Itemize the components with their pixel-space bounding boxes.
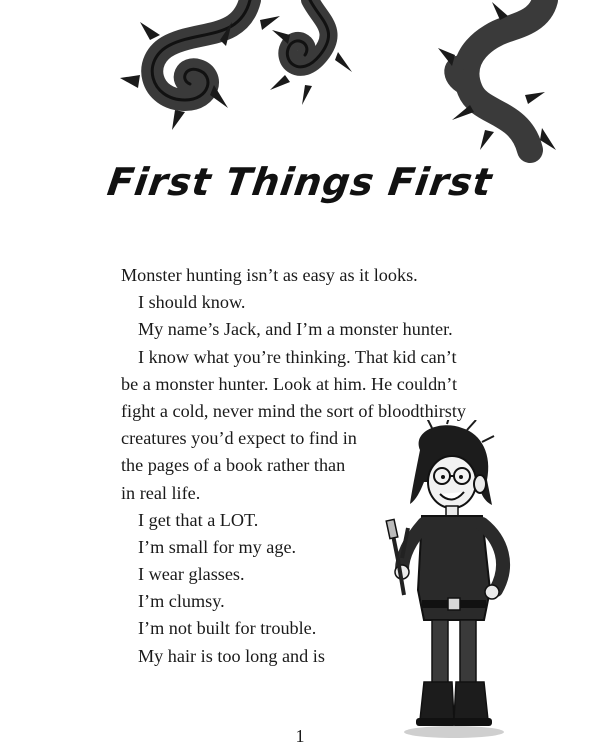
text-line: My name’s Jack, and I’m a monster hunter. — [138, 319, 453, 340]
text-line: I’m small for my age. — [138, 536, 297, 557]
text-line: creatures you’d expect to find in — [121, 428, 357, 449]
text-line: I know what you’re thinking. That kid can’t — [138, 346, 457, 367]
text-line: I get that a LOT. — [138, 509, 259, 530]
text-line: I should know. — [138, 292, 246, 313]
text-line: I wear glasses. — [138, 564, 245, 585]
text-line: fight a cold, never mind the sort of bloodthirsty — [121, 400, 466, 421]
text-line: the pages of a book rather than — [121, 455, 346, 476]
text-line: I’m not built for trouble. — [138, 618, 317, 639]
text-line: I’m clumsy. — [138, 591, 225, 612]
chapter-title: First Things First — [104, 160, 496, 204]
boy-with-slingshot-illustration — [372, 420, 522, 740]
text-line: Monster hunting isn’t as easy as it looks. — [121, 265, 418, 285]
text-line: My hair is too long and is — [138, 645, 325, 666]
page-number: 1 — [295, 726, 305, 746]
thorny-tentacles-illustration — [0, 0, 600, 170]
text-line: be a monster hunter. Look at him. He couldn’t — [121, 373, 458, 394]
text-line: in real life. — [121, 482, 201, 503]
